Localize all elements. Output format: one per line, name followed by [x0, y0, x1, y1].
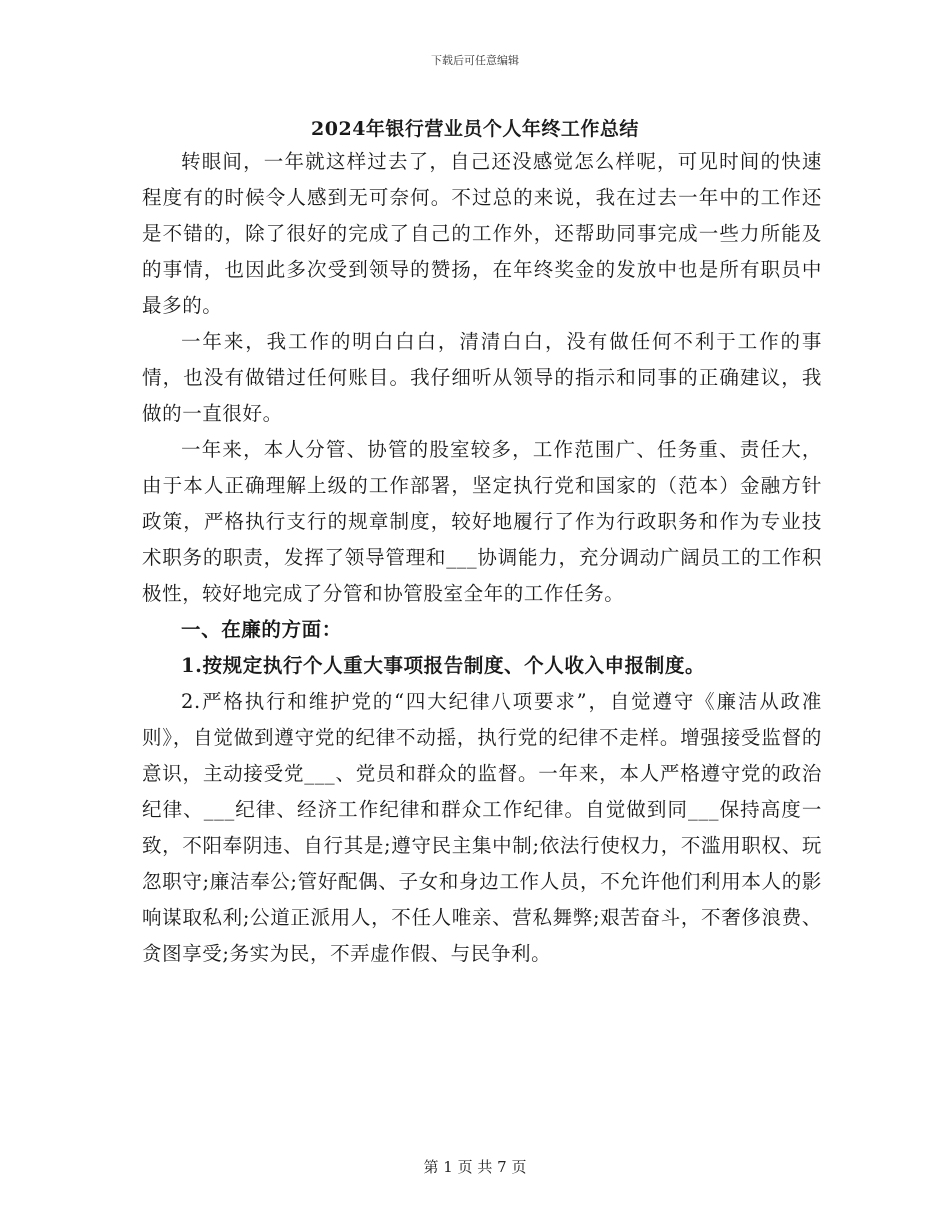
- document-title: 2024年银行营业员个人年终工作总结: [311, 118, 639, 140]
- page-header-note: 下载后可任意编辑: [431, 54, 519, 67]
- document-body: [142, 144, 822, 972]
- list-item-1: 1.按规定执行个人重大事项报告制度、个人收入申报制度。: [181, 654, 706, 677]
- section-heading-integrity: 一、在廉的方面：: [181, 618, 342, 641]
- list-item-2: 2.严格执行和维护党的“四大纪律八项要求”，自觉遵守《廉洁从政准则》，自觉做到遵守党的纪律不动摇，执行党的纪律不走样。增强接受监督的意识，主动接受党___、党员和群众的监督。一年来，本人严格遵守党的政治纪律、___纪律、经济工作纪律和群众工作纪律。自觉做到同___保持高度一致，不阳奉阴违、自行其是;遵守民主集中制;依法行使权力，不滥用职权、玩忽职守;廉洁奉公;管好配偶、子女和身边工作人员，不允许他们利用本人的影响谋取私利;公道正派用人，不任人唯亲、营私舞弊;艰苦奋斗，不奢侈浪费、贪图享受;务实为民，不弄虚作假、与民争利。: [142, 690, 822, 965]
- paragraph-intro: 转眼间，一年就这样过去了，自己还没感觉怎么样呢，可见时间的快速程度有的时候令人感到无可奈何。不过总的来说，我在过去一年中的工作还是不错的，除了很好的完成了自己的工作外，还帮助同事完成一些力所能及的事情，也因此多次受到领导的赞扬，在年终奖金的发放中也是所有职员中最多的。: [142, 150, 822, 317]
- paragraph-responsibilities: 一年来，本人分管、协管的股室较多，工作范围广、任务重、责任大，由于本人正确理解上级的工作部署，坚定执行党和国家的（范本）金融方针政策，严格执行支行的规章制度，较好地履行了作为行政职务和作为专业技术职务的职责，发挥了领导管理和___协调能力，充分调动广阔员工的工作积极性，较好地完成了分管和协管股室全年的工作任务。: [142, 438, 822, 605]
- paragraph-work-attitude: 一年来，我工作的明白白白，清清白白，没有做任何不利于工作的事情，也没有做错过任何账目。我仔细听从领导的指示和同事的正确建议，我做的一直很好。: [142, 330, 822, 425]
- page-number: 第 1 页 共 7 页: [423, 1158, 527, 1176]
